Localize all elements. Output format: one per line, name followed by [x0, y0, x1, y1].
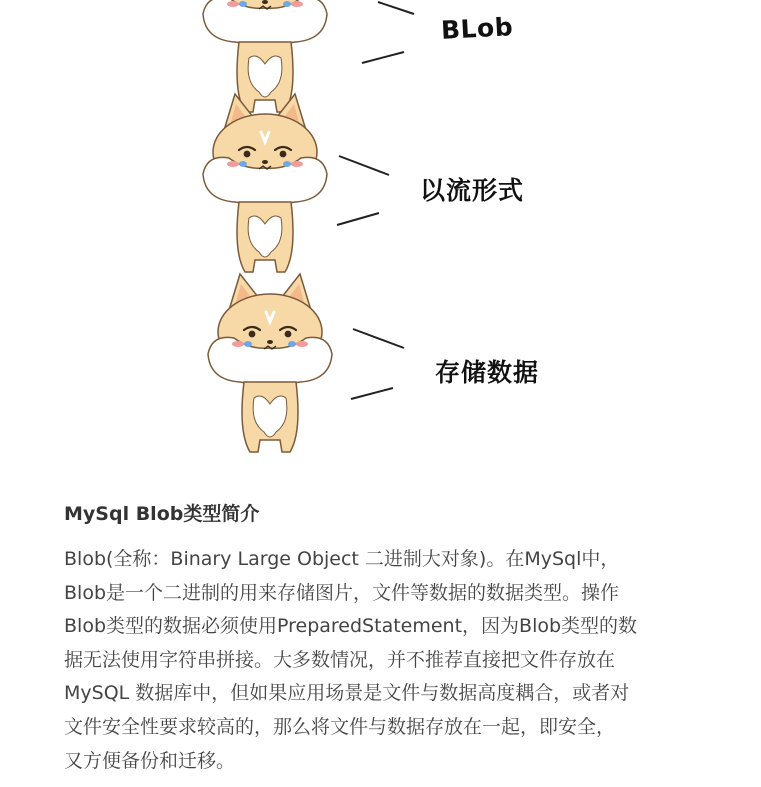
paragraph-line: 据无法使用字符串拼接。大多数情况，并不推荐直接把文件存放在: [64, 648, 616, 671]
speech-line: [351, 388, 393, 399]
shiba-dog-3: [208, 274, 332, 452]
caption-store-data: 存储数据: [435, 358, 540, 387]
caption-blob: BLob: [440, 12, 514, 45]
paragraph-line: Blob是一个二进制的用来存储图片，文件等数据的数据类型。操作: [64, 581, 620, 604]
speech-line: [362, 52, 404, 63]
paragraph-line: 又方便备份和迁移。: [64, 749, 236, 772]
shiba-dog-2: [203, 94, 327, 272]
caption-stream: 以流形式: [420, 176, 525, 205]
article-paragraph: [64, 543, 694, 778]
speech-line: [337, 213, 379, 225]
paragraph-line: Blob类型的数据必须使用PreparedStatement，因为Blob类型的数: [64, 615, 638, 638]
speech-line: [353, 329, 404, 348]
paragraph-line: 文件安全性要求较高的，那么将文件与数据存放在一起，即安全，: [64, 715, 616, 738]
speech-line: [378, 2, 414, 14]
speech-line: [339, 156, 389, 175]
paragraph-line: MySQL 数据库中，但如果应用场景是文件与数据高度耦合，或者对: [64, 682, 630, 705]
paragraph-line: Blob(全称：Binary Large Object 二进制大对象)。在MySql中，: [64, 548, 620, 570]
shiba-dog-1: [203, 0, 327, 112]
article-heading: MySql Blob类型简介: [64, 503, 260, 525]
